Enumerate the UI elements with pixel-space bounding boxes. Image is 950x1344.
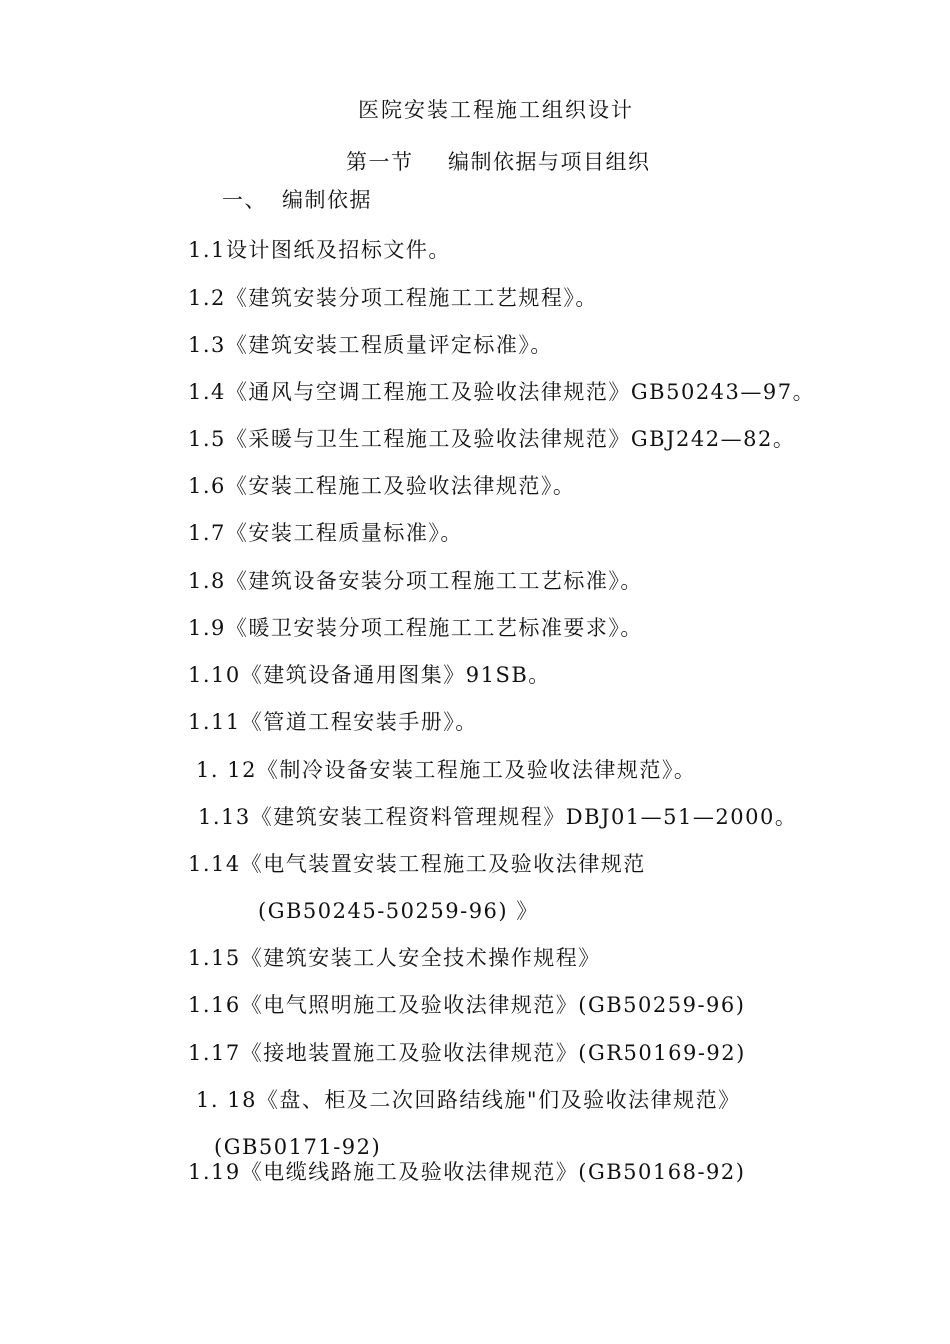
list-item: 1.2《建筑安装分项工程施工工艺规程》。 xyxy=(188,286,598,310)
document-title: 医院安装工程施工组织设计 xyxy=(358,98,634,122)
list-item: 1.8《建筑设备安装分项工程施工工艺标准》。 xyxy=(188,569,643,593)
list-item: 1.10《建筑设备通用图集》91SB。 xyxy=(188,663,551,687)
list-item: 1.13《建筑安装工程资料管理规程》DBJ01—51—2000。 xyxy=(198,805,798,829)
list-item: 1.14《电气装置安装工程施工及验收法律规范 xyxy=(188,852,646,876)
list-item-continuation: (GB50245-50259-96) 》 xyxy=(258,899,539,923)
list-item: 1.6《安装工程施工及验收法律规范》。 xyxy=(188,474,576,498)
list-item: 1. 12《制冷设备安装工程施工及验收法律规范》。 xyxy=(196,758,697,782)
list-item-continuation: (GB50171-92) xyxy=(214,1135,382,1159)
list-item: 1.16《电气照明施工及验收法律规范》(GB50259-96) xyxy=(188,993,746,1017)
list-item: 1.7《安装工程质量标准》。 xyxy=(188,521,463,545)
list-item: 1.3《建筑安装工程质量评定标准》。 xyxy=(188,333,553,357)
list-item: 1.17《接地装置施工及验收法律规范》(GR50169-92) xyxy=(188,1041,746,1065)
subsection-title: 编制依据 xyxy=(282,188,372,212)
list-item: 1.5《采暖与卫生工程施工及验收法律规范》GBJ242—82。 xyxy=(188,427,796,451)
section-number: 第一节 xyxy=(346,150,414,174)
list-item: 1.1设计图纸及招标文件。 xyxy=(188,238,451,262)
list-item: 1.19《电缆线路施工及验收法律规范》(GB50168-92) xyxy=(188,1160,746,1184)
list-item: 1.4《通风与空调工程施工及验收法律规范》GB50243—97。 xyxy=(188,380,816,404)
list-item: 1.15《建筑安装工人安全技术操作规程》 xyxy=(188,946,601,970)
list-item: 1.11《管道工程安装手册》。 xyxy=(188,710,478,734)
list-item: 1. 18《盘、柜及二次回路结线施"们及验收法律规范》 xyxy=(196,1088,741,1112)
section-title: 编制依据与项目组织 xyxy=(448,150,651,174)
list-item: 1.9《暖卫安装分项工程施工工艺标准要求》。 xyxy=(188,616,643,640)
subsection-number: 一、 xyxy=(222,188,267,212)
